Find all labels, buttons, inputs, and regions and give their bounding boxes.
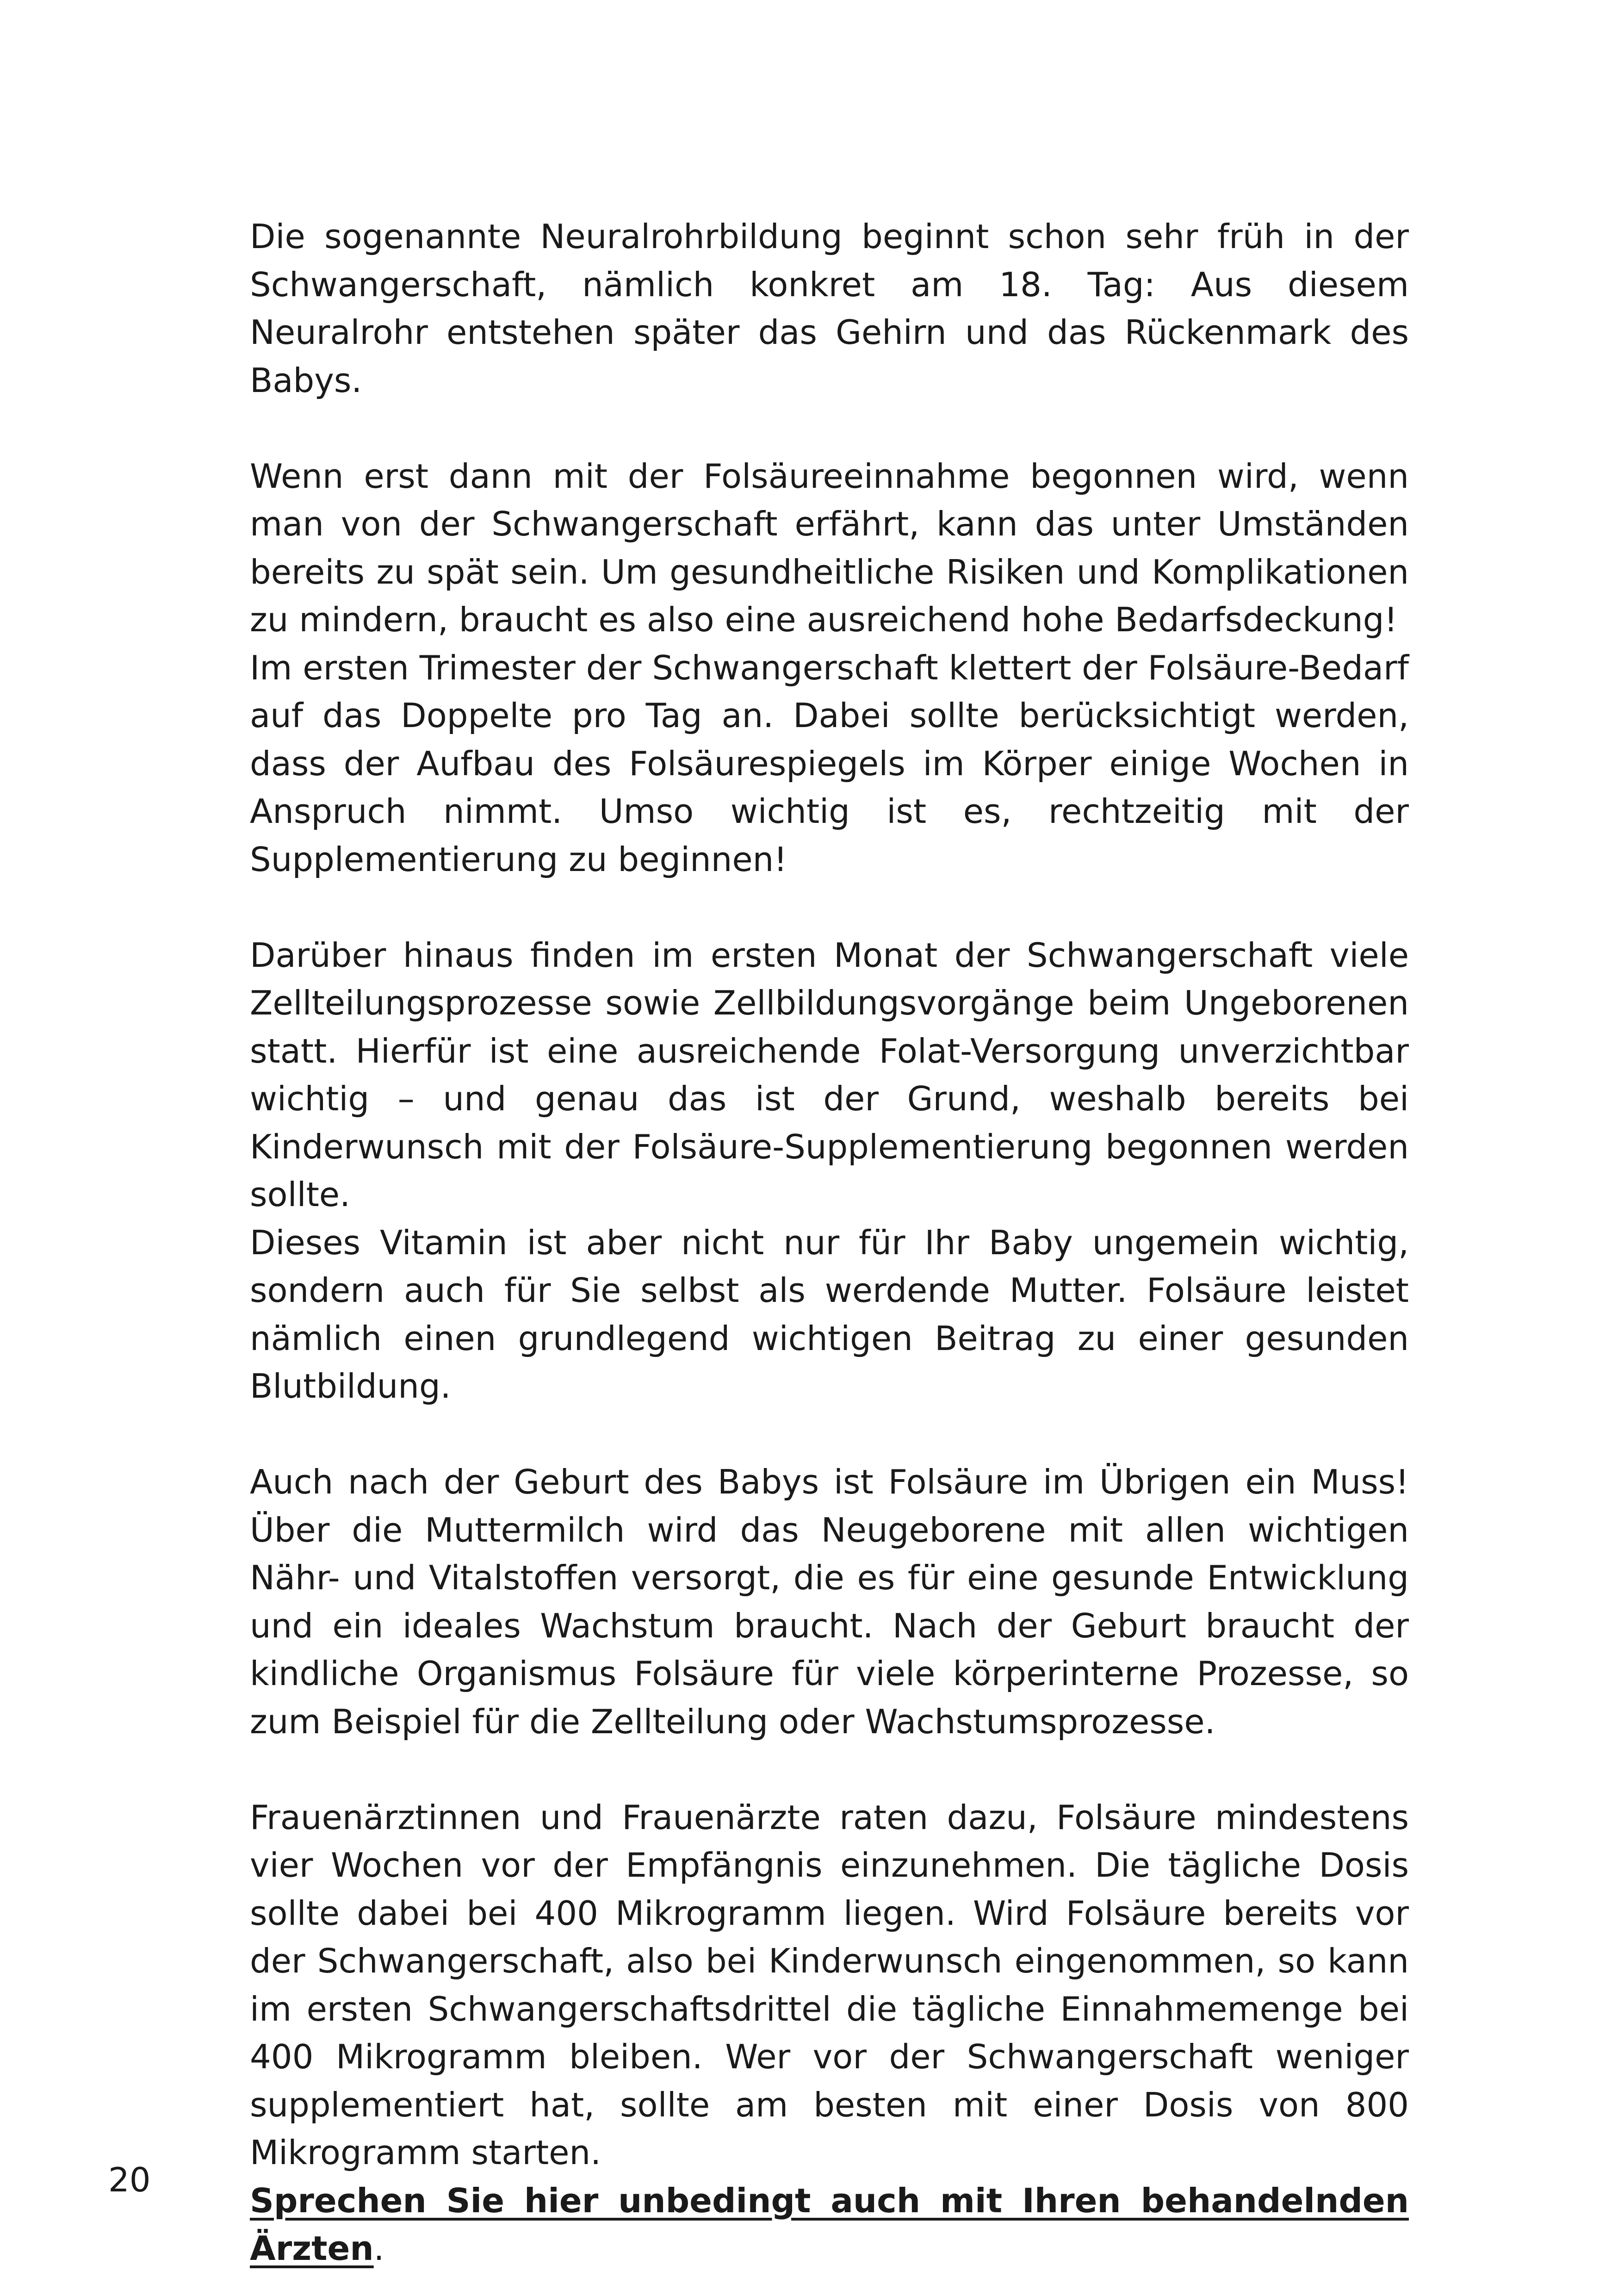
emphasis-line (250, 2177, 1409, 2273)
page-number: 20 (108, 2160, 151, 2199)
paragraph-dosis: Frauenärztinnen und Frauenärzte raten dazu, Folsäure mindestens vier Wochen vor der Empfängnis einzunehmen. Die tägliche Dosis sollte dabei bei 400 Mikrogramm liegen. Wird Folsäure bereits vor der Schwangerschaft, also bei Kinderwunsch eingenommen, so kann im ersten Schwangerschaftsdrittel die tägliche Einnahmemenge bei 400 Mikrogramm bleiben. Wer vor der Schwangerschaft weniger supplementiert hat, sollte am besten mit einer Dosis von 800 Mikrogramm starten. (250, 1798, 1409, 2172)
paragraph-neuralrohr: Die sogenannte Neuralrohrbildung beginnt schon sehr früh in der Schwangerschaft, nämlich konkret am 18. Tag: Aus diesem Neuralrohr entstehen später das Gehirn und das Rückenmark des Babys. (250, 217, 1409, 400)
paragraph-folsaeure-einnahme: Wenn erst dann mit der Folsäureeinnahme begonnen wird, wenn man von der Schwangerschaft erfährt, kann das unter Umständen bereits zu spät sein. Um gesundheitliche Risiken und Komplikationen zu mindern, braucht es also eine ausreichend hohe Bedarfsdeckung! (250, 456, 1409, 639)
paragraph-gap (250, 884, 1409, 932)
paragraph-nach-geburt: Auch nach der Geburt des Babys ist Folsäure im Übrigen ein Muss! Über die Muttermilch wird das Neugeborene mit allen wichtigen Nähr- und Vitalstoffen versorgt, die es für eine gesunde Entwicklung und ein ideales Wachstum braucht. Nach der Geburt braucht der kindliche Organismus Folsäure für viele körperinterne Prozesse, so zum Beispiel für die Zellteilung oder Wachstumsprozesse. (250, 1462, 1409, 1741)
emphasis-suffix: . (373, 2229, 384, 2268)
paragraph-erstes-trimester: Im ersten Trimester der Schwangerschaft klettert der Folsäure-Bedarf auf das Doppelte pro Tag an. Dabei sollte berücksichtigt werden, dass der Aufbau des Folsäurespiegels im Körper einige Wochen in Anspruch nimmt. Umso wichtig ist es, rechtzeitig mit der Supplementierung zu beginnen! (250, 648, 1409, 879)
emphasis-text: Sprechen Sie hier unbedingt auch mit Ihren behandelnden Ärzten (250, 2181, 1409, 2268)
paragraph-gap (250, 1746, 1409, 1794)
body-text (250, 213, 1409, 2273)
paragraph-zellteilung: Darüber hinaus finden im ersten Monat der Schwangerschaft viele Zellteilungsprozesse sowie Zellbildungsvorgänge beim Ungeborenen statt. Hierfür ist eine ausreichende Folat-Versorgung unverzichtbar wichtig – und genau das ist der Grund, weshalb bereits bei Kinderwunsch mit der Folsäure-Supplementierung begonnen werden sollte. (250, 935, 1409, 1214)
paragraph-gap (250, 1411, 1409, 1459)
paragraph-gap (250, 404, 1409, 453)
paragraph-vitamin-mutter: Dieses Vitamin ist aber nicht nur für Ihr Baby ungemein wichtig, sondern auch für Sie selbst als werdende Mutter. Folsäure leistet nämlich einen grundlegend wichtigen Beitrag zu einer gesunden Blutbildung. (250, 1223, 1409, 1406)
